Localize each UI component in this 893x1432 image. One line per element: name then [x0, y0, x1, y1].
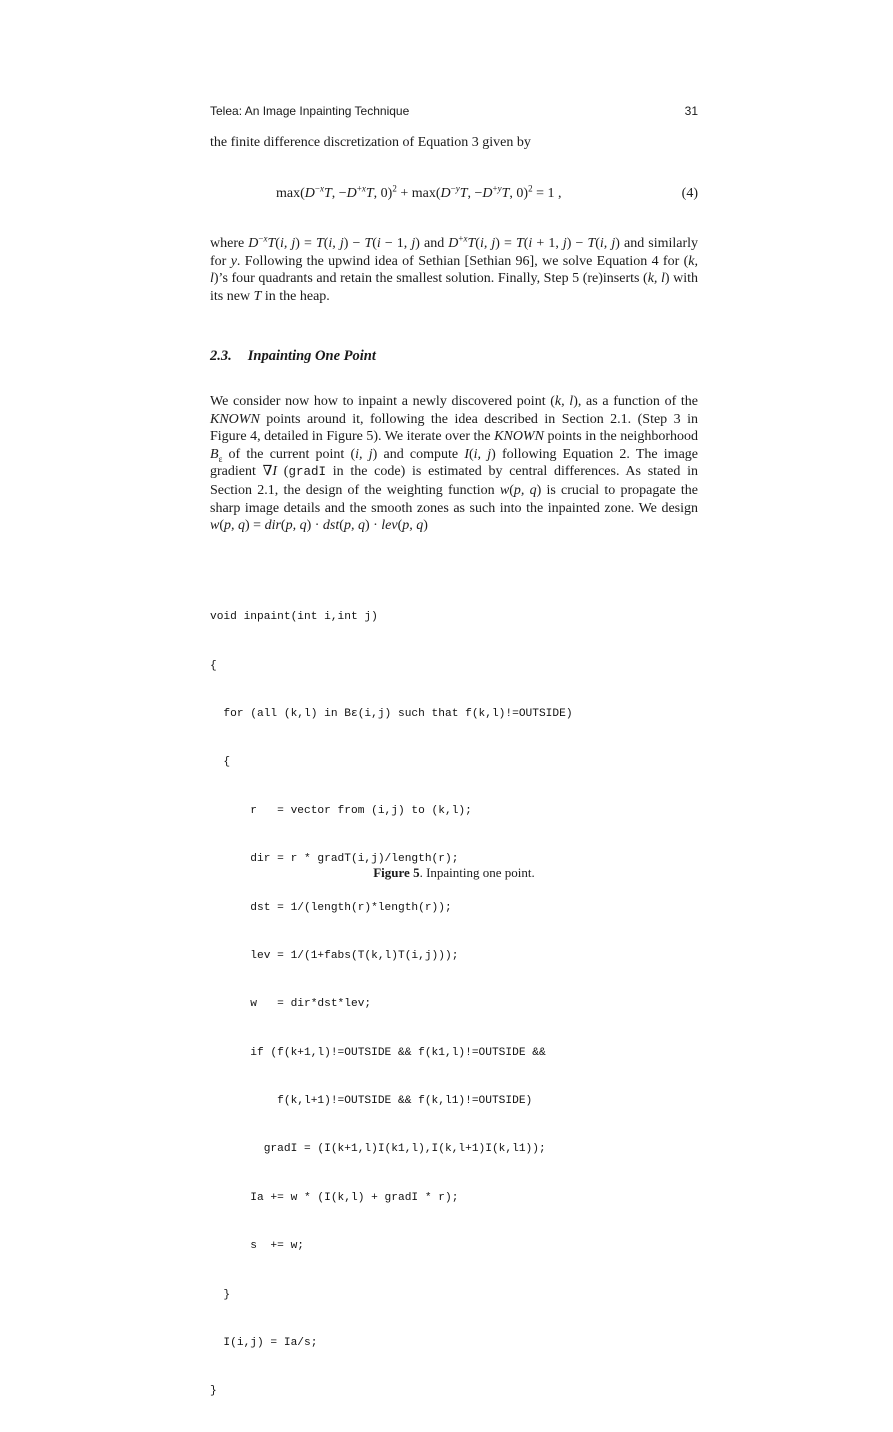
- code-line: for (all (k,l) in Bε(i,j) such that f(k,l)!=OUTSIDE): [210, 708, 573, 720]
- equation-body: $\max(D^{-x}T$, $-D^{+x}T$, $0)^2 + \max(D^{-y}T$, $-D^{+y}T$, 0)$^2$ = 1 ,: [276, 183, 562, 201]
- figure-label: Figure 5: [373, 865, 420, 880]
- running-header: [210, 104, 698, 118]
- code-line: dst = 1/(length(r)*length(r));: [210, 901, 452, 914]
- code-line: {: [210, 756, 231, 769]
- code-line: r = vector from (i,j) to (k,l);: [210, 804, 472, 817]
- section-number: 2.3.: [210, 348, 232, 364]
- running-title: Telea: An Image Inpainting Technique: [210, 104, 410, 118]
- code-line: gradI = (I(k+1,l)I(k1,l),I(k,l+1)I(k,l1));: [210, 1143, 546, 1156]
- section-heading: [210, 348, 376, 365]
- section-paragraph: We consider now how to inpaint a newly discovered point (k, l), as a function of the KNOWN points around it, following the idea described in Section 2.1. (Step 3 in Figure 4, detailed in Figure 5). We iterate over the KNOWN points in the neighborhood $B_\varepsilon$ of the current point (i, j) and compute I(i, j) following Equation 2. The image gradient ∇I (gradI in the code) is estimated by central differences. As stated in Section 2.1, the design of the weighting function w(p, q) is crucial to propagate the sharp image details and the smooth zones as such into the inpainted zone. We design w(p, q) = dir(p, q) · dst(p, q) · lev(p, q): [210, 394, 699, 534]
- code-line: I(i,j) = Ia/s;: [210, 1336, 318, 1349]
- code-line: lev = 1/(1+fabs(T(k,l)T(i,j)));: [210, 949, 459, 962]
- paragraph-after-equation: where $D^{-x}T(i$, j) = T(i, j) − T(i − 1, j) and $D^{+x}T(i$, j) = T(i + 1, j) − T(i, j) and similarly for y. Following the upwind idea of Sethian [Sethian 96], we solve Equation 4 for (k, l)’s four quadrants and retain the smallest solution. Finally, Step 5 (re)inserts (k, l) with its new T in the heap.: [210, 233, 699, 304]
- code-line: Ia += w * (I(k,l) + gradI * r);: [210, 1191, 459, 1204]
- code-line: dir = r * gradT(i,j)/length(r);: [210, 853, 459, 866]
- code-line: }: [210, 1385, 217, 1398]
- code-listing: [210, 577, 573, 1432]
- page-number: 31: [684, 104, 698, 118]
- intro-line: the finite difference discretization of Equation 3 given by: [210, 135, 531, 150]
- code-line: w = dir*dst*lev;: [210, 998, 372, 1011]
- code-line: }: [210, 1288, 231, 1301]
- code-line: if (f(k+1,l)!=OUTSIDE && f(k1,l)!=OUTSIDE &&: [210, 1046, 546, 1059]
- equation-number: (4): [681, 186, 698, 201]
- figure-caption-text: . Inpainting one point.: [419, 865, 535, 880]
- code-line: void inpaint(int i,int j): [210, 611, 378, 624]
- code-line: {: [210, 659, 217, 672]
- equation-4: [210, 184, 698, 206]
- code-line: f(k,l+1)!=OUTSIDE && f(k,l1)!=OUTSIDE): [210, 1095, 533, 1107]
- section-title: Inpainting One Point: [247, 348, 376, 364]
- code-line: s += w;: [210, 1240, 304, 1253]
- figure-caption: [210, 865, 698, 881]
